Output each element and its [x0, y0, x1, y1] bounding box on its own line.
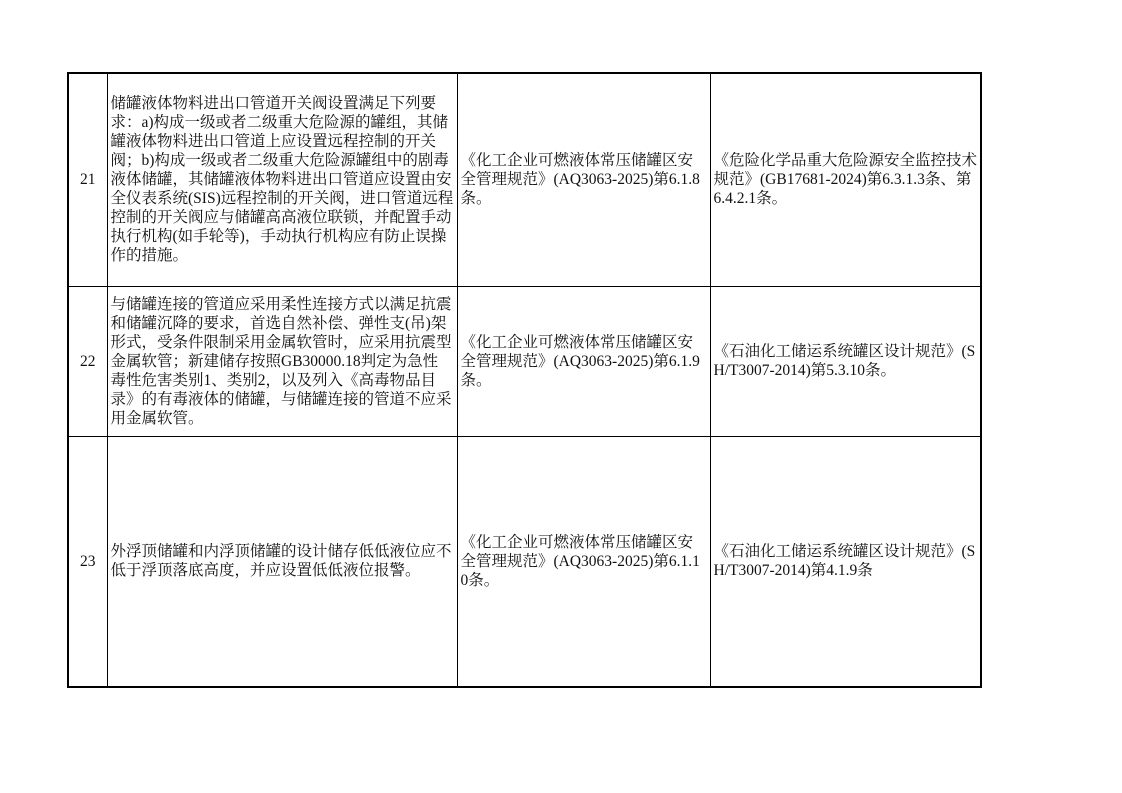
requirement-cell: 外浮顶储罐和内浮顶储罐的设计储存低低液位应不低于浮顶落底高度，并应设置低低液位报警。	[107, 436, 457, 687]
table-row	[68, 286, 981, 436]
requirement-cell: 与储罐连接的管道应采用柔性连接方式以满足抗震和储罐沉降的要求，首选自然补偿、弹性支(吊)架形式，受条件限制采用金属软管时，应采用抗震型金属软管；新建储存按照GB30000.18判定为急性毒性危害类别1、类别2，以及列入《高毒物品目录》的有毒液体的储罐，与储罐连接的管道不应采用金属软管。	[107, 286, 457, 436]
regulations-table	[67, 72, 982, 688]
regulation-primary-cell: 《化工企业可燃液体常压储罐区安全管理规范》(AQ3063-2025)第6.1.9条。	[457, 286, 710, 436]
table-row	[68, 73, 981, 286]
regulation-secondary-cell: 《石油化工储运系统罐区设计规范》(SH/T3007-2014)第5.3.10条。	[710, 286, 981, 436]
regulation-primary-cell: 《化工企业可燃液体常压储罐区安全管理规范》(AQ3063-2025)第6.1.8条。	[457, 73, 710, 286]
regulation-primary-cell: 《化工企业可燃液体常压储罐区安全管理规范》(AQ3063-2025)第6.1.10条。	[457, 436, 710, 687]
row-number-cell: 22	[68, 286, 107, 436]
requirement-cell: 储罐液体物料进出口管道开关阀设置满足下列要求：a)构成一级或者二级重大危险源的罐组，其储罐液体物料进出口管道上应设置远程控制的开关阀；b)构成一级或者二级重大危险源罐组中的剧毒液体储罐，其储罐液体物料进出口管道应设置由安全仪表系统(SIS)远程控制的开关阀，进口管道远程控制的开关阀应与储罐高高液位联锁，并配置手动执行机构(如手轮等)，手动执行机构应有防止误操作的措施。	[107, 73, 457, 286]
row-number-cell: 23	[68, 436, 107, 687]
regulation-secondary-cell: 《危险化学品重大危险源安全监控技术规范》(GB17681-2024)第6.3.1.3条、第6.4.2.1条。	[710, 73, 981, 286]
regulation-secondary-cell: 《石油化工储运系统罐区设计规范》(SH/T3007-2014)第4.1.9条	[710, 436, 981, 687]
row-number-cell: 21	[68, 73, 107, 286]
table-row	[68, 436, 981, 687]
